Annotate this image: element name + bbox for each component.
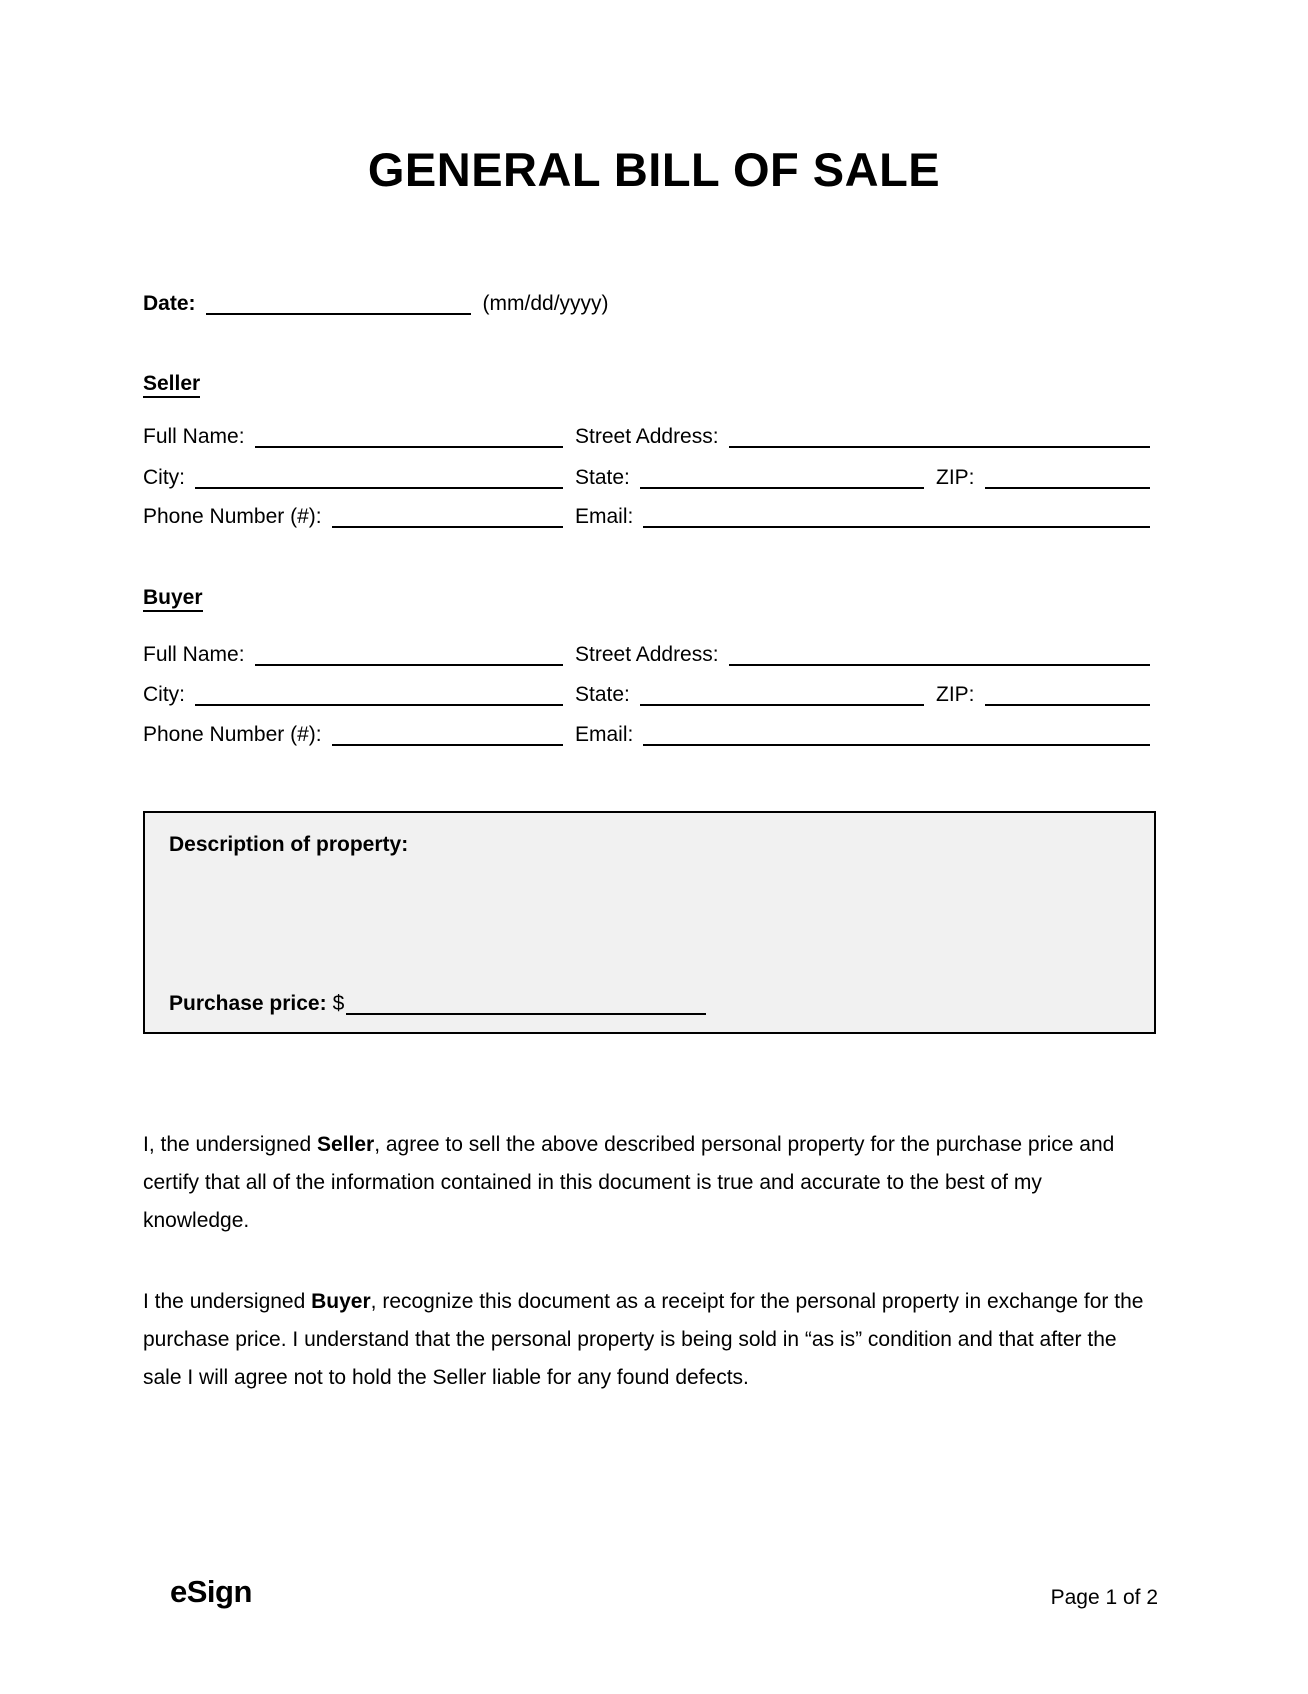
buyer-ack-pre: I the undersigned	[143, 1290, 312, 1313]
seller-street-address-field	[575, 425, 1150, 449]
seller-ack-bold: Seller	[316, 1133, 375, 1156]
zip-label: ZIP:	[936, 466, 975, 489]
seller-city-field	[143, 466, 563, 490]
full-name-label: Full Name:	[143, 643, 245, 666]
description-input-area[interactable]	[149, 868, 1150, 972]
buyer-name-address-row	[143, 643, 1150, 667]
seller-state-line[interactable]	[640, 487, 924, 489]
purchase-price-label: Purchase price:	[169, 992, 327, 1015]
date-input-line[interactable]	[206, 313, 471, 315]
buyer-city-state-zip-row	[143, 683, 1150, 707]
date-format-hint: (mm/dd/yyyy)	[482, 292, 609, 315]
purchase-price-row	[169, 992, 1130, 1016]
buyer-email-line[interactable]	[643, 744, 1150, 746]
buyer-street-address-field	[575, 643, 1150, 667]
seller-state-field	[575, 466, 924, 490]
buyer-section-heading	[143, 586, 203, 610]
seller-acknowledgement-paragraph	[143, 1126, 1150, 1240]
seller-email-line[interactable]	[643, 526, 1150, 528]
seller-phone-email-row	[143, 505, 1150, 529]
city-label: City:	[143, 466, 185, 489]
seller-full-name-line[interactable]	[255, 446, 563, 448]
buyer-acknowledgement-paragraph	[143, 1283, 1150, 1397]
seller-full-name-field	[143, 425, 563, 449]
buyer-state-field	[575, 683, 924, 707]
seller-street-address-line[interactable]	[729, 446, 1150, 448]
city-label: City:	[143, 683, 185, 706]
buyer-email-field	[575, 723, 1150, 747]
state-label: State:	[575, 683, 630, 706]
full-name-label: Full Name:	[143, 425, 245, 448]
property-description-box	[143, 811, 1156, 1034]
seller-city-line[interactable]	[195, 487, 563, 489]
buyer-phone-email-row	[143, 723, 1150, 747]
buyer-zip-field	[936, 683, 1150, 707]
seller-zip-line[interactable]	[985, 487, 1150, 489]
buyer-city-field	[143, 683, 563, 707]
seller-email-field	[575, 505, 1150, 529]
description-of-property-label: Description of property:	[169, 833, 409, 856]
buyer-street-address-line[interactable]	[729, 664, 1150, 666]
seller-zip-field	[936, 466, 1150, 490]
page-title: GENERAL BILL OF SALE	[367, 143, 941, 196]
seller-phone-field	[143, 505, 563, 529]
buyer-ack-bold: Buyer	[311, 1290, 371, 1313]
phone-label: Phone Number (#):	[143, 505, 322, 528]
date-label: Date:	[143, 292, 196, 315]
buyer-state-line[interactable]	[640, 704, 924, 706]
street-address-label: Street Address:	[575, 425, 719, 448]
buyer-zip-line[interactable]	[985, 704, 1150, 706]
esign-logo: eSign	[170, 1574, 252, 1609]
seller-city-state-zip-row	[143, 466, 1150, 490]
seller-ack-pre: I, the undersigned	[143, 1133, 317, 1156]
street-address-label: Street Address:	[575, 643, 719, 666]
state-label: State:	[575, 466, 630, 489]
seller-name-address-row	[143, 425, 1150, 449]
date-row	[143, 292, 1150, 316]
seller-section-heading	[143, 372, 200, 396]
purchase-price-line[interactable]	[346, 1013, 706, 1015]
seller-heading-text: Seller	[143, 372, 200, 398]
buyer-city-line[interactable]	[195, 704, 563, 706]
zip-label: ZIP:	[936, 683, 975, 706]
phone-label: Phone Number (#):	[143, 723, 322, 746]
buyer-heading-text: Buyer	[143, 586, 203, 612]
buyer-ack-post: , recognize this document as a receipt for the personal property in exchange for the purchase price. I understand that the personal property is being sold in “as is” condition and that after the sale I will agree not to hold the Seller liable for any found defects.	[143, 1290, 1144, 1389]
seller-phone-line[interactable]	[332, 526, 563, 528]
seller-ack-post: , agree to sell the above described personal property for the purchase price and certify that all of the information contained in this document is true and accurate to the best of my knowledge.	[143, 1133, 1115, 1232]
email-label: Email:	[575, 723, 634, 746]
buyer-full-name-field	[143, 643, 563, 667]
page-indicator: Page 1 of 2	[1050, 1586, 1158, 1609]
buyer-phone-line[interactable]	[332, 744, 563, 746]
currency-symbol: $	[332, 992, 345, 1015]
buyer-phone-field	[143, 723, 563, 747]
email-label: Email:	[575, 505, 634, 528]
buyer-full-name-line[interactable]	[255, 664, 563, 666]
